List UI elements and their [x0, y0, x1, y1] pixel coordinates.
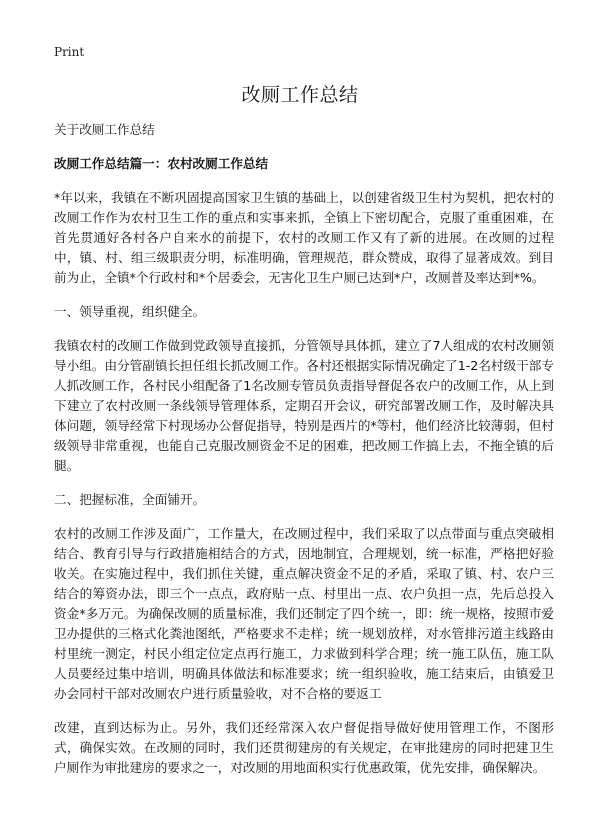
- heading-standards: 二、把握标准，全面铺开。: [54, 492, 206, 507]
- paragraph-continuation: 改建，直到达标为止。另外，我们还经常深入农户督促指导做好使用管理工作，不图形式，确保实效。在改厕的同时，我们还贯彻建房的有关规定，在审批建房的同时把建卫生户厕作为审批建房的要求之一，对改厕的用地面积实行优惠政策，优先安排，确保解决。: [54, 720, 554, 775]
- document-subtitle: 关于改厕工作总结: [54, 122, 155, 137]
- print-link[interactable]: Print: [54, 45, 85, 59]
- document-title: 改厕工作总结: [241, 84, 359, 106]
- section-title: 改厕工作总结篇一：农村改厕工作总结: [54, 156, 269, 171]
- paragraph-standards: 农村的改厕工作涉及面广，工作量大，在改厕过程中，我们采取了以点带面与重点突破相结合、教育引导与行政措施相结合的方式，因地制宜，合理规划，统一标准，严格把好验收关。在实施过程中，我们抓住关键，重点解决资金不足的矛盾，采取了镇、村、农户三结合的筹资办法，即三个一点点，政府贴一点、村里出一点、农户负担一点，先后总投入资金*多万元。为确保改厕的质量标准，我们还制定了四个统一，即：统一规格，按照市爱卫办提供的三格式化粪池图纸，严格要求不走样；统一规划放样，对水管排污道主线路由村里统一测定，村民小组定位定点再行施工，力求做到科学合理；统一施工队伍，施工队人员要经过集中培训，明确具体做法和标准要求；统一组织验收，施工结束后，由镇爱卫办会同村干部对改厕农户进行质量验收，对不合格的要返工: [54, 526, 554, 701]
- paragraph-intro: *年以来，我镇在不断巩固提高国家卫生镇的基础上，以创建省级卫生村为契机，把农村的改厕工作作为农村卫生工作的重点和实事来抓，全镇上下密切配合，克服了重重困难，在首先贯通好各村各户自来水的前提下，农村的改厕工作又有了新的进展。在改厕的过程中，镇、村、组三级职责分明，标准明确，管理规范，群众赞成，取得了显著成效。到目前为止，全镇*个行政村和*个居委会，无害化卫生户厕已达到*户，改厕普及率达到*%。: [54, 190, 554, 285]
- document-body: [54, 120, 554, 792]
- paragraph-leadership: 我镇农村的改厕工作做到党政领导直接抓，分管领导具体抓，建立了7人组成的农村改厕领导小组。由分管副镇长担任组长抓改厕工作。各村还根据实际情况确定了1-2名村级干部专人抓改厕工作，各村民小组配备了1名改厕专管员负责指导督促各农户的改厕工作，从上到下建立了农村改厕一条线领导管理体系，定期召开会议，研究部署改厕工作，及时解决具体问题，领导经常下村现场办公督促指导，特别是西片的*等村，他们经济比较薄弱，但村级领导非常重视，也能自己克服改厕资金不足的困难，把改厕工作搞上去，不拖全镇的后腿。: [54, 338, 554, 473]
- heading-leadership: 一、领导重视，组织健全。: [54, 304, 206, 319]
